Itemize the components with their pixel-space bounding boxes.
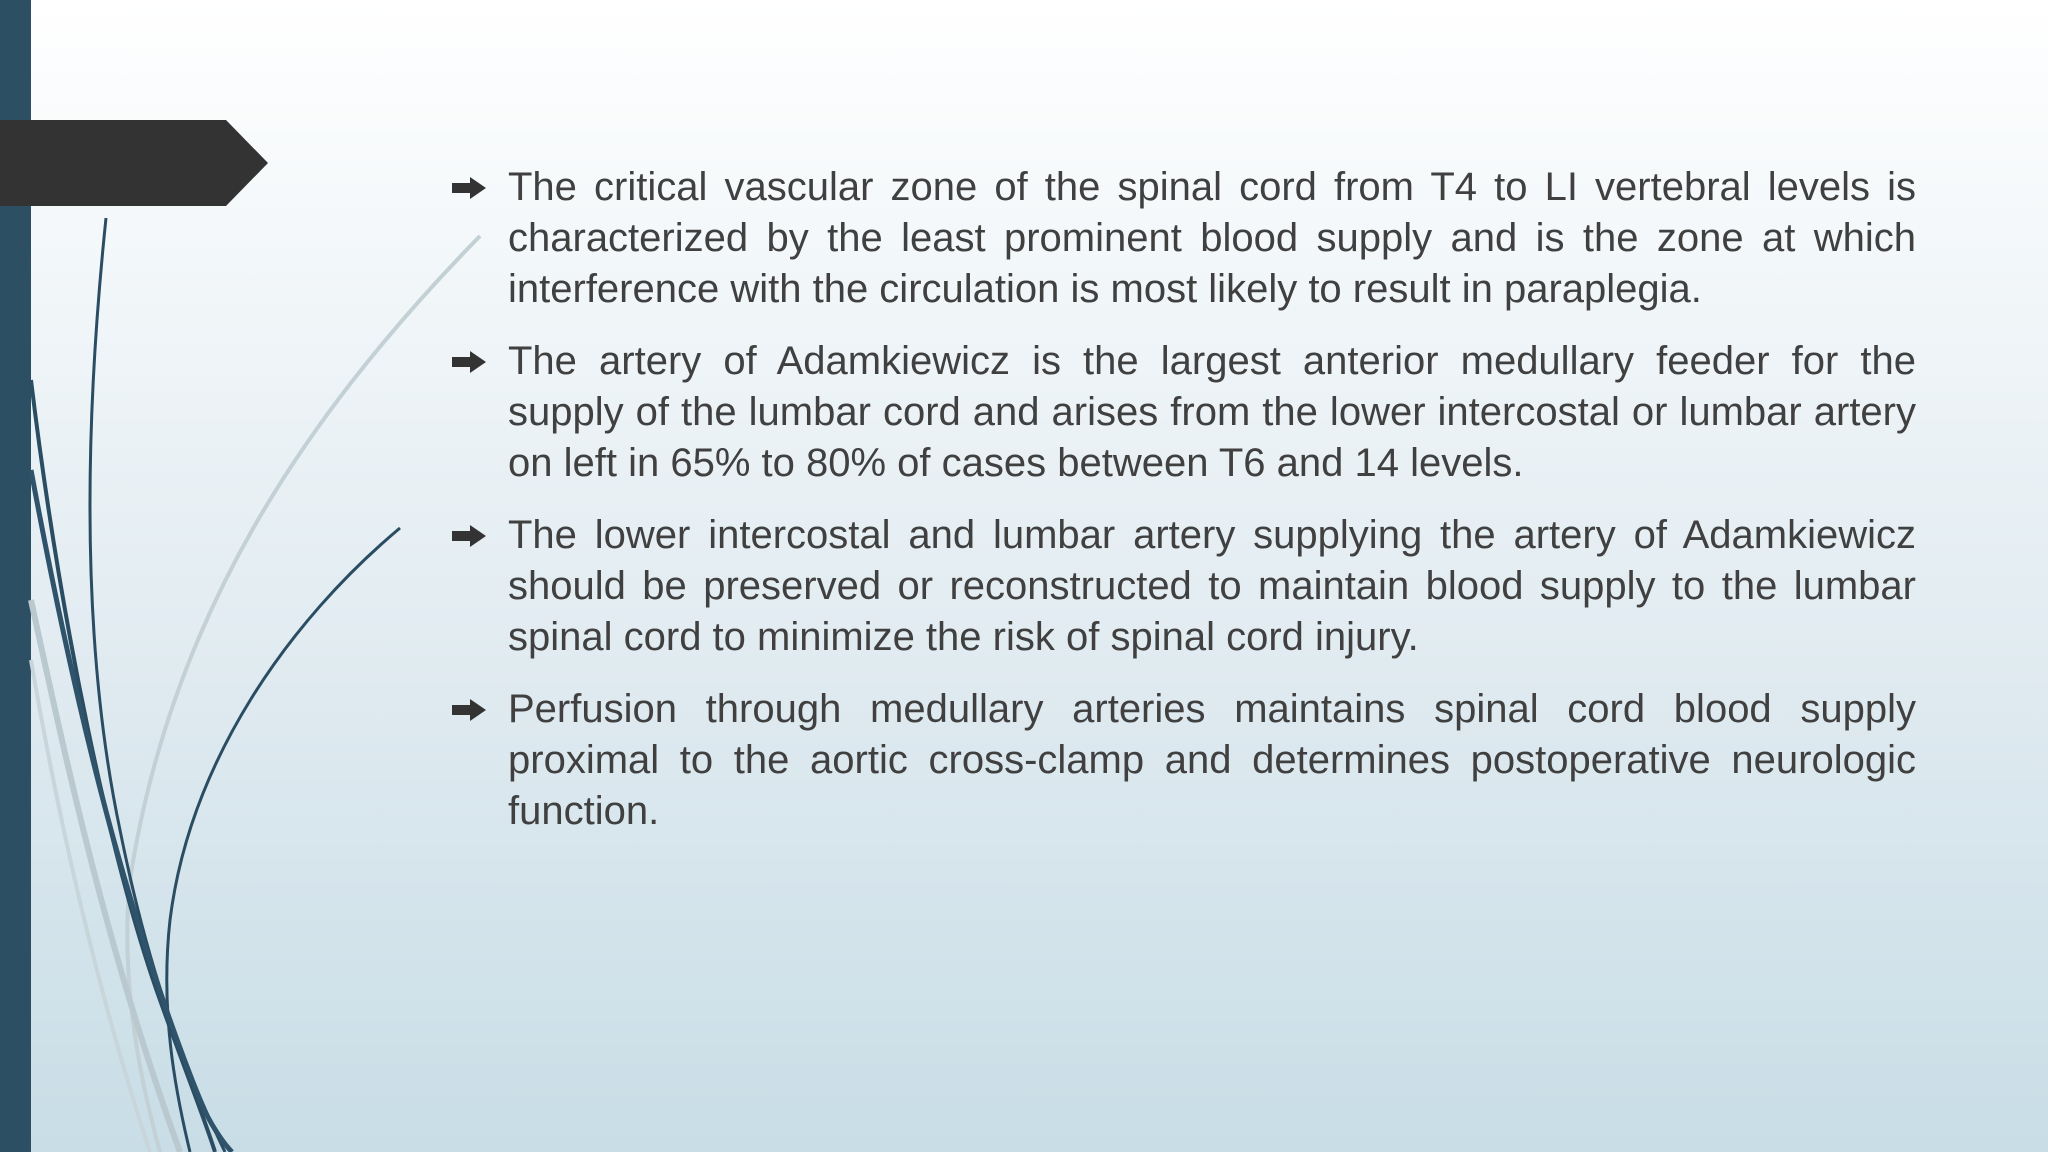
dark-curve-3 bbox=[167, 528, 400, 1152]
light-curve-2 bbox=[31, 600, 180, 1152]
bullet-text: The artery of Adamkiewicz is the largest anterior medullary feeder for the supply of the lumbar cord and arises from the lower intercostal or lumbar artery on left in 65% to 80% of cases between T6 and 14 levels. bbox=[508, 339, 1916, 485]
bullet-item bbox=[448, 162, 1916, 315]
title-tab-shape bbox=[0, 120, 270, 206]
bullet-item bbox=[448, 684, 1916, 837]
bullet-text: The lower intercostal and lumbar artery supplying the artery of Adamkiewicz should be preserved or reconstructed to maintain blood supply to the lumbar spinal cord to minimize the risk of spinal cord injury. bbox=[508, 513, 1916, 659]
arrow-right-icon bbox=[452, 699, 486, 721]
dark-curve-2 bbox=[31, 380, 215, 1152]
arrow-right-icon bbox=[452, 351, 486, 373]
arrow-right-icon bbox=[452, 177, 486, 199]
bullet-list bbox=[448, 162, 1916, 858]
dark-curve-1 bbox=[90, 218, 225, 1152]
bullet-text: The critical vascular zone of the spinal cord from T4 to LI vertebral levels is characterized by the least prominent blood supply and is the zone at which interference with the circulation is most likely to result in paraplegia. bbox=[508, 165, 1916, 311]
bullet-item bbox=[448, 336, 1916, 489]
arrow-right-icon bbox=[452, 525, 486, 547]
bullet-item bbox=[448, 510, 1916, 663]
bullet-text: Perfusion through medullary arteries maintains spinal cord blood supply proximal to the aortic cross-clamp and determines postoperative neurologic function. bbox=[508, 687, 1916, 833]
light-curve-1 bbox=[127, 236, 480, 1152]
